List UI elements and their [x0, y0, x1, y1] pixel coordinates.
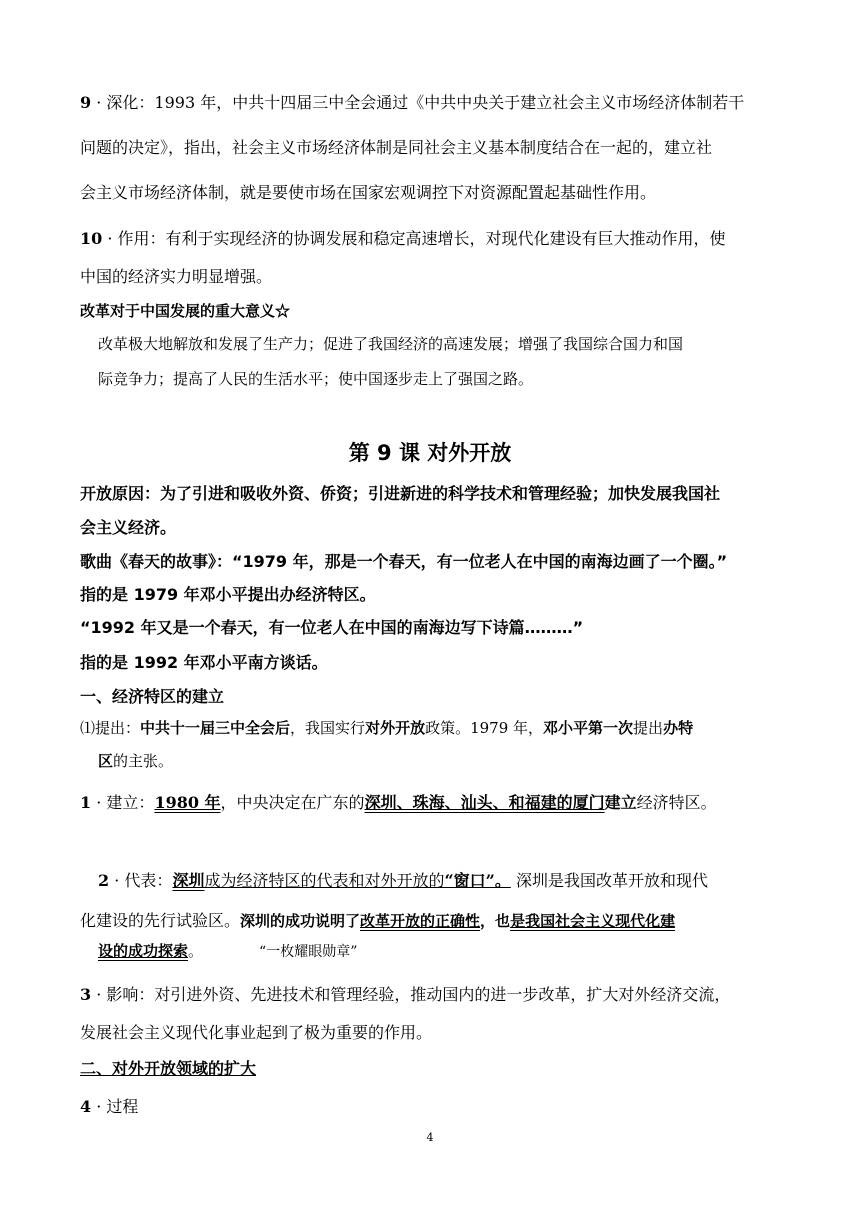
item-10-text: 作用：有利于实现经济的协调发展和稳定高速增长，对现代化建设有巨大推动作用，使	[117, 229, 726, 248]
song-line-1: 歌曲《春天的故事》：“1979 年，那是一个春天，有一位老人在中国的南海边画了一个圈。”	[80, 552, 728, 571]
item-2-emphasis-underlined: 改革开放的正确性	[360, 912, 481, 930]
item-2-emphasis: 深圳的成功说明了	[240, 912, 361, 930]
item-2-emphasis: ，也	[480, 912, 511, 930]
item-2-text: 深圳是我国改革开放和现代	[510, 871, 708, 890]
lesson-title: 第 9 课 对外开放	[348, 441, 512, 465]
item-2-line-3	[98, 940, 357, 961]
item-1-text: ，中央决定在广东的	[220, 793, 365, 812]
item-9-line-3: 会主义市场经济体制，就是要使市场在国家宏观调控下对资源配置起基础性作用。	[80, 183, 657, 202]
separator-dot: ·	[107, 229, 113, 248]
reason-line-2: 会主义经济。	[80, 518, 177, 537]
separator-dot: ·	[114, 871, 120, 890]
item-2-line-2	[80, 908, 675, 931]
separator-dot: ·	[96, 93, 102, 112]
item-9-text: 深化：1993 年，中共十四届三中全会通过《中共中央关于建立社会主义市场经济体制若干	[106, 93, 745, 112]
reason-line-1: 开放原因：为了引进和吸收外资、侨资；引进新进的科学技术和管理经验；加快发展我国社	[80, 484, 721, 503]
item-2-text: 化建设的先行试验区。	[80, 911, 241, 930]
proposal-label: 提出：	[95, 719, 141, 737]
part-1-heading: 一、经济特区的建立	[80, 687, 225, 706]
significance-line-1: 改革极大地解放和发展了生产力；促进了我国经济的高速发展；增强了我国综合国力和国	[98, 335, 684, 353]
proposal-line-2	[98, 750, 173, 771]
separator-dot: ·	[96, 793, 102, 812]
song-line-3: “1992 年又是一个春天，有一位老人在中国的南海边写下诗篇………”	[80, 618, 584, 637]
list-marker: ⑴	[80, 719, 96, 737]
proposal-emphasis: 区	[98, 752, 114, 770]
item-2-emphasis-underlined: 是我国社会主义现代化建	[510, 912, 676, 930]
item-2-underlined: 成为经济特区的代表和对外开放的	[204, 871, 445, 890]
item-2-text: 。	[188, 942, 204, 960]
item-3-line-2: 发展社会主义现代化事业起到了极为重要的作用。	[80, 1023, 433, 1042]
song-line-2: 指的是 1979 年邓小平提出办经济特区。	[80, 585, 376, 604]
item-1-emphasis: 建立	[604, 793, 637, 812]
item-2-line-1	[98, 868, 708, 891]
proposal-line-1	[80, 717, 693, 738]
item-2-number: 2	[98, 871, 110, 890]
item-9-line-2: 问题的决定》，指出，社会主义市场经济体制是同社会主义基本制度结合在一起的，建立社	[80, 138, 713, 157]
proposal-text: 提出	[633, 719, 664, 737]
item-10-number: 10	[80, 229, 103, 248]
significance-line-2: 际竞争力；提高了人民的生活水平；使中国逐步走上了强国之路。	[98, 370, 534, 388]
item-2-label: 代表：	[124, 871, 173, 890]
item-3-number: 3	[80, 985, 92, 1004]
item-1-year: 1980 年	[154, 793, 221, 812]
significance-heading: 改革对于中国发展的重大意义☆	[80, 302, 291, 320]
item-1-text: 经济特区。	[636, 793, 717, 812]
item-2-emphasis-underlined: 设的成功探索	[98, 942, 189, 960]
item-1-label: 建立：	[106, 793, 155, 812]
item-4-text: 过程	[106, 1097, 139, 1116]
item-1-cities: 深圳、珠海、汕头、和福建的厦门	[364, 793, 605, 812]
item-1-number: 1	[80, 793, 92, 812]
item-2-emphasis: 深圳	[172, 871, 205, 890]
part-2-heading: 二、对外开放领域的扩大	[80, 1059, 257, 1078]
separator-dot: ·	[96, 985, 102, 1004]
medal-note: “一枚耀眼勋章”	[259, 944, 358, 960]
song-line-4: 指的是 1992 年邓小平南方谈话。	[80, 653, 328, 672]
proposal-emphasis: 对外开放	[365, 719, 426, 737]
item-9-number: 9	[80, 93, 92, 112]
item-2-window: “窗口”。	[444, 871, 511, 890]
item-10-line-1	[80, 226, 726, 249]
item-10-line-2: 中国的经济实力明显增强。	[80, 267, 273, 286]
item-3-text: 影响：对引进外资、先进技术和管理经验，推动国内的进一步改革，扩大对外经济交流，	[106, 985, 731, 1004]
page-number: 4	[426, 1131, 434, 1144]
item-4-line	[80, 1094, 138, 1117]
item-4-number: 4	[80, 1097, 92, 1116]
proposal-text: ，我国实行	[290, 719, 366, 737]
proposal-text: 政策。1979 年，	[425, 719, 544, 737]
proposal-emphasis: 邓小平第一次	[543, 719, 634, 737]
proposal-emphasis: 中共十一届三中全会后	[140, 719, 291, 737]
proposal-text: 的主张。	[113, 752, 174, 770]
item-3-line-1	[80, 982, 730, 1005]
item-9-line-1	[80, 90, 744, 113]
item-1-line	[80, 790, 717, 813]
proposal-emphasis: 办特	[663, 719, 694, 737]
separator-dot: ·	[96, 1097, 102, 1116]
